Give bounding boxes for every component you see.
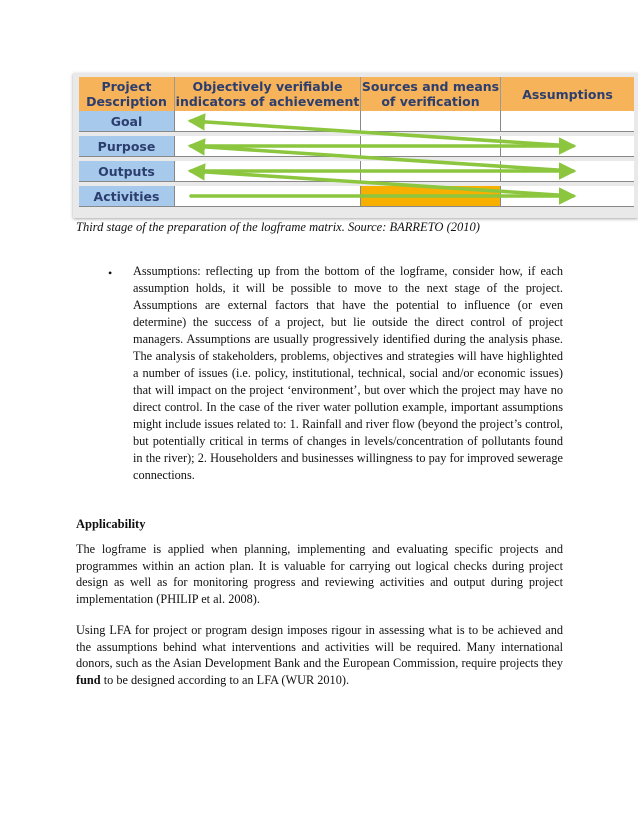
header-assumptions: Assumptions bbox=[501, 77, 634, 111]
header-indicators: Objectively verifiable indicators of achievement bbox=[175, 79, 360, 109]
section-heading: Applicability bbox=[76, 517, 146, 531]
arrow-2-icon bbox=[191, 171, 573, 196]
header-project-description: Project Description bbox=[79, 77, 175, 111]
paragraph-2: Using LFA for project or program design imposes rigour in assessing what is to be achieved and the assumptions behind what interventions and activities will be required. Many international donors, such as the Asian Development Bank and the European Commission, require projects they fund to be designed according to an LFA (WUR 2010). bbox=[76, 623, 563, 687]
arrows-overlay bbox=[73, 73, 638, 218]
row-label-purpose: Purpose bbox=[79, 136, 175, 157]
arrow-6-icon bbox=[191, 121, 573, 146]
bullet-icon: • bbox=[108, 266, 113, 280]
bold-fund: fund bbox=[76, 672, 101, 687]
arrow-4-icon bbox=[191, 146, 573, 171]
row-label-activities: Activities bbox=[79, 186, 175, 207]
assumptions-bullet: Assumptions: reflecting up from the bottom of the logframe, consider how, if each assumption holds, it will be possible to move to the next stage of the project. Assumptions are external factors that have the potential to influence (or even determine) the success of a project, but lie outside the direct control of project managers. Assumptions are usually progressively identified during the analysis phase. The analysis of stakeholders, problems, objectives and strategies will have highlighted a number of issues (i.e. policy, institutional, technical, social and/or economic issues) that will impact on the project ‘environment’, but over which the project may have no direct control. In the case of the river water pollution example, important assumptions might include issues related to: 1. Rainfall and river flow (beyond the project’s control, but potentially critical in terms of changes in levels/concentration of pollutants found in the river); 2. Householders and businesses willingness to pay for improved sewerage connections. bbox=[133, 264, 563, 482]
row-label-outputs: Outputs bbox=[79, 161, 175, 182]
row-label-goal: Goal bbox=[79, 111, 175, 132]
logframe-figure bbox=[73, 73, 638, 218]
figure-caption: Third stage of the preparation of the logframe matrix. Source: BARRETO (2010) bbox=[76, 220, 480, 234]
header-sources: Sources and means of verification bbox=[361, 79, 500, 109]
paragraph-1: The logframe is applied when planning, implementing and evaluating specific projects and programmes within an action plan. It is valuable for carrying out logical checks during project design as well as for monitoring progress and reviewing activities and output during project implementation (PHILIP et al. 2008). bbox=[76, 542, 563, 606]
